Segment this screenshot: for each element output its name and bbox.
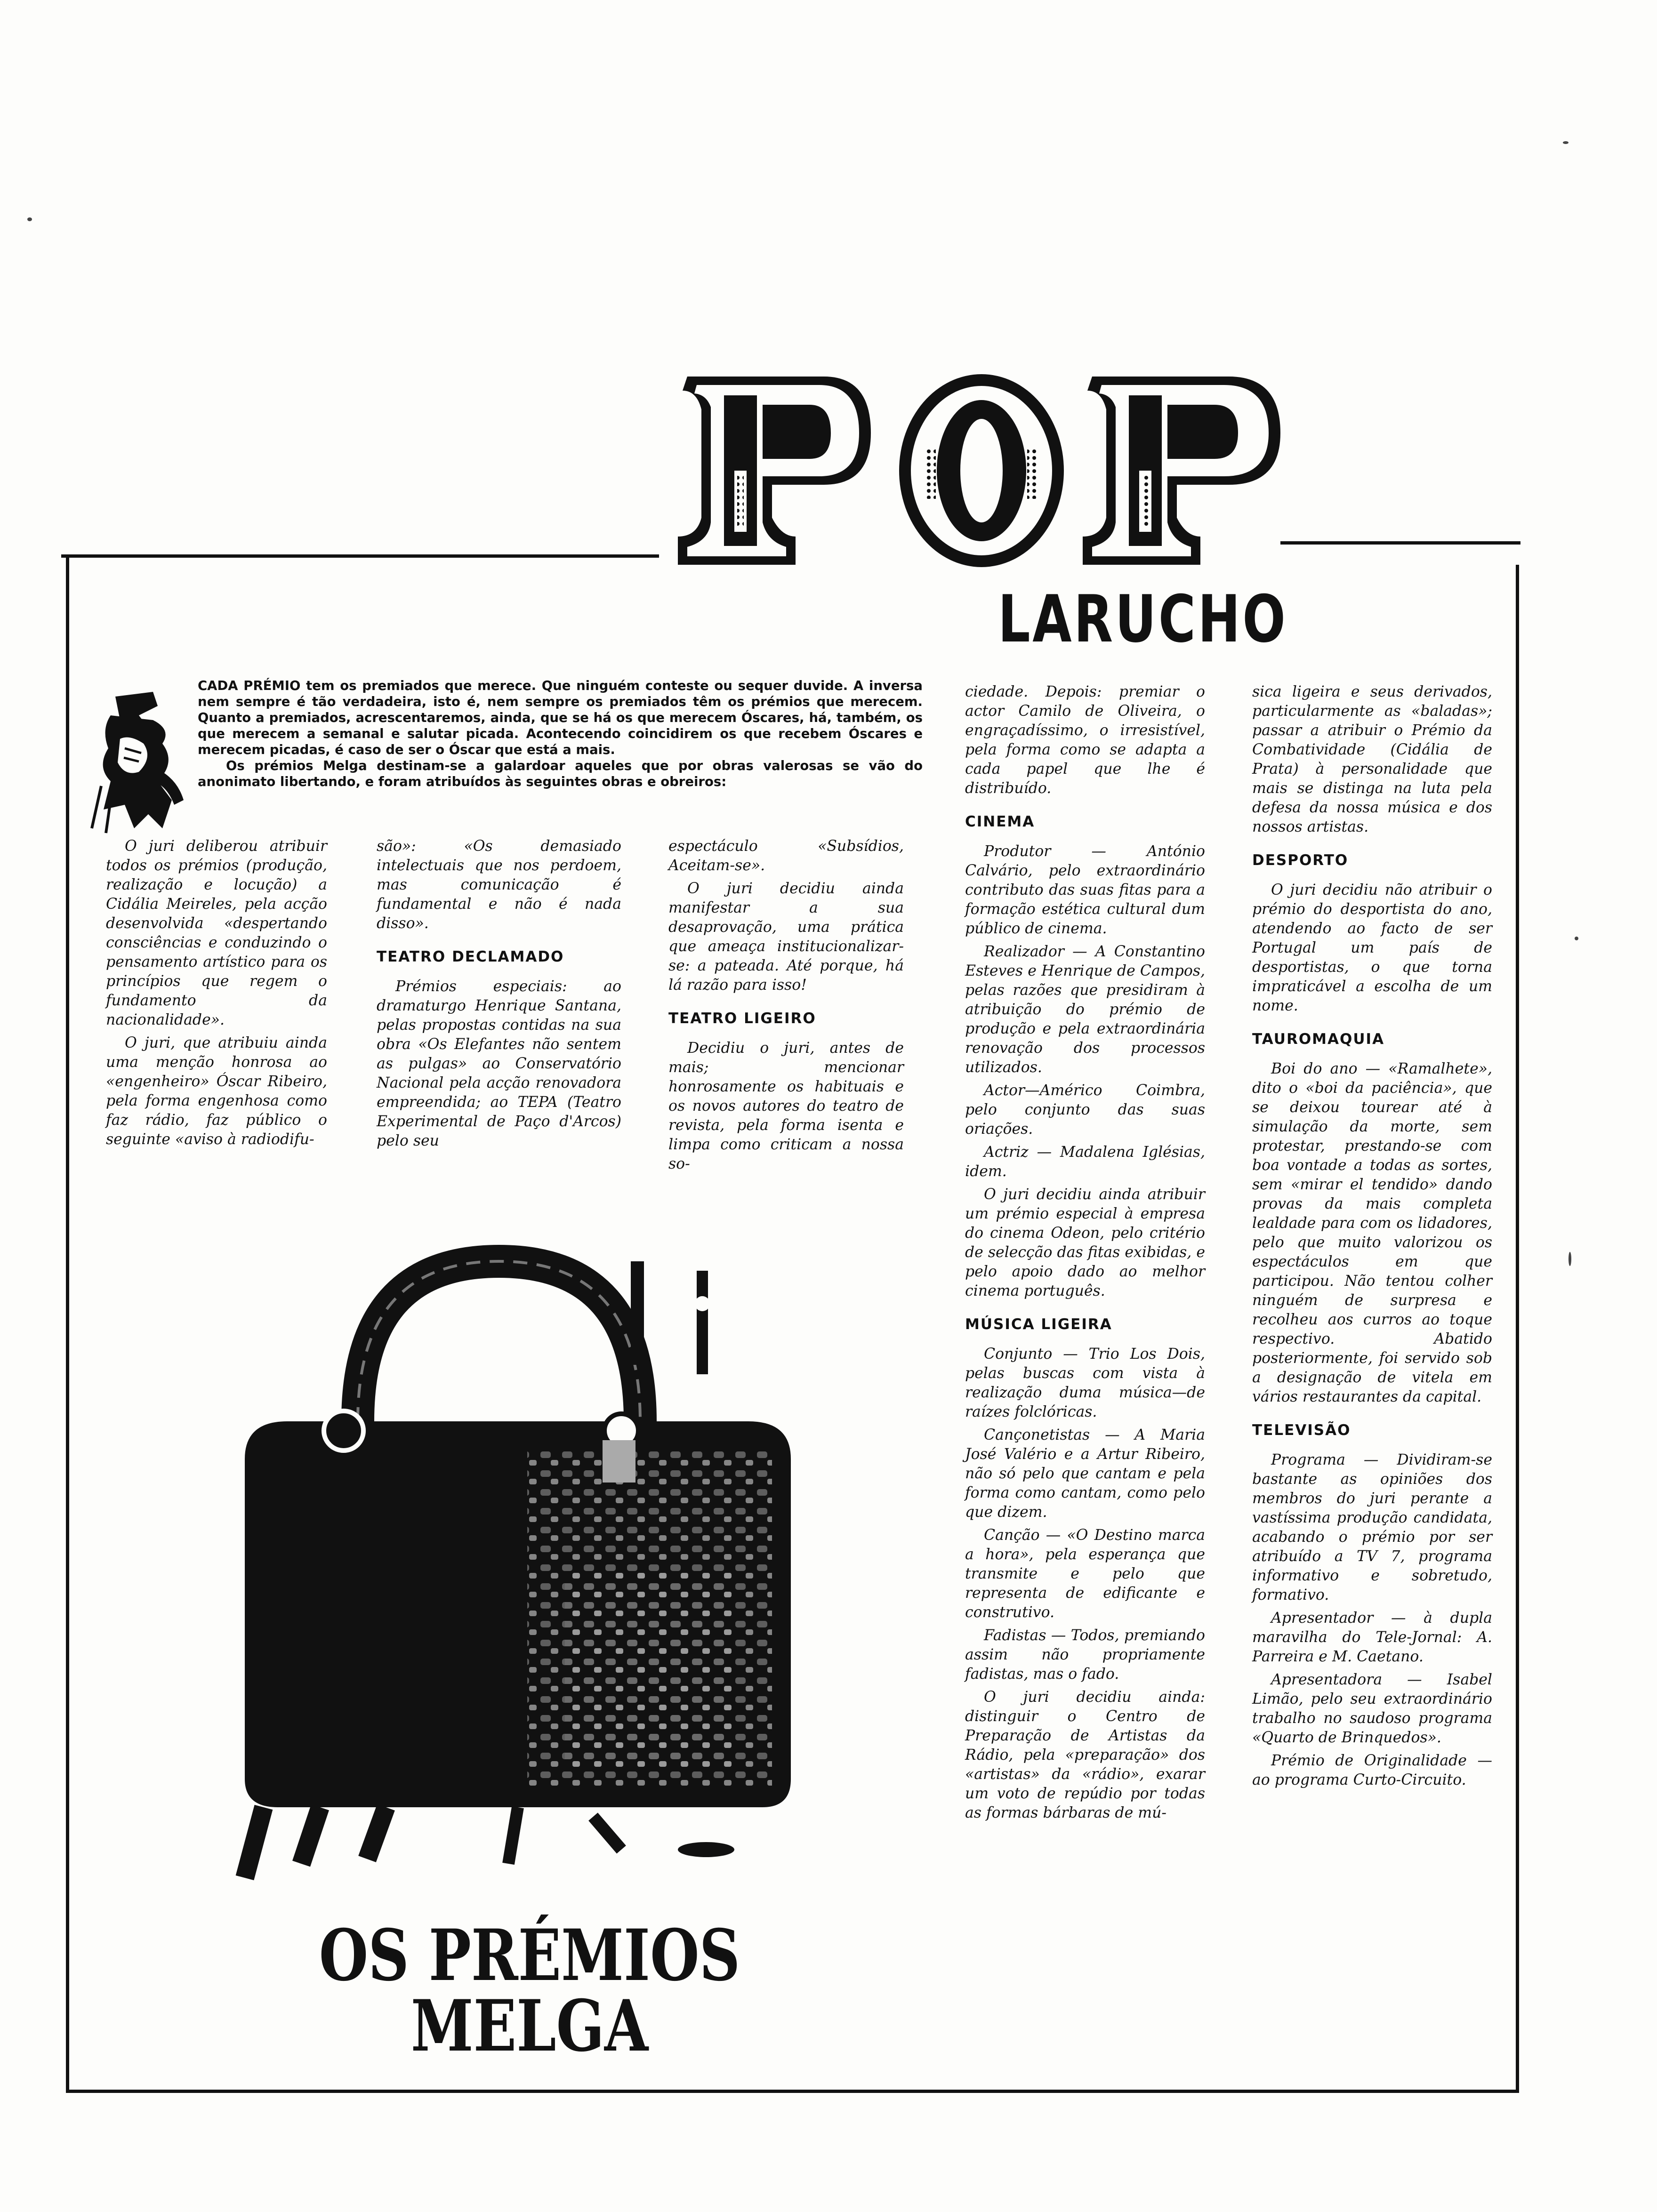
scan-speck xyxy=(1563,141,1569,144)
section-heading-teatro-declamado: TEATRO DECLAMADO xyxy=(377,948,564,965)
col4-paragraph: Realizador — A Constantino Esteves e Henrique de Campos, pelas razões que presidiram à atribuição do prémio de produção e pela extraordinária renovação dos processos utilizados. xyxy=(965,943,1205,1076)
byline: LARUCHO xyxy=(998,581,1288,657)
letter-p-left xyxy=(678,377,871,565)
col1-paragraph: O juri deliberou atribuir todos os prémios (produção, realização e locução) a Cidália Meireles, pela acção desenvolvida «despertando consciências e conduzindo o pensamento artístico para os princípios que regem o fundamento da nacionalidade». xyxy=(106,838,327,1028)
article-column-5 xyxy=(1252,682,1492,1794)
article-column-2 xyxy=(377,837,621,1154)
col5-paragraph: Apresentadora — Isabel Limão, pelo seu extraordinário trabalho no saudoso programa «Quarto de Brinquedos». xyxy=(1252,1671,1492,1746)
col5-paragraph: Apresentador — à dupla maravilha do Tele-Jornal: A. Parreira e M. Caetano. xyxy=(1252,1610,1492,1665)
letter-o-middle xyxy=(899,374,1064,567)
scan-speck xyxy=(1569,1252,1571,1266)
frame-right-rule xyxy=(1516,565,1519,2092)
col5-paragraph: Boi do ano — «Ramalhete», dito o «boi da paciência», que se deixou tourear até à simulação da morte, sem protestar, prestando-se com boa vontade a todas as sortes, sem «mirar el tendido» dando provas da mais completa lealdade para com os lidadores, pelo que muito valorizou os espectáculos em que participou. Não tentou colher ninguém de surpresa e recolheu aos curros ao toque respectivo. Abatido posteriormente, foi servido sob a designação de vitela em vários restaurantes da capital. xyxy=(1252,1060,1492,1405)
col4-paragraph: Actriz — Madalena Iglésias, idem. xyxy=(965,1144,1205,1180)
col5-paragraph: O juri decidiu não atribuir o prémio do desportista do ano, atendendo ao facto de ser Portugal um país de desportistas, o que torna impraticável a escolha de um nome. xyxy=(1252,882,1492,1014)
article-title xyxy=(264,1914,796,2068)
intro-text xyxy=(198,678,923,790)
section-heading-tauromaquia: TAUROMAQUIA xyxy=(1252,1031,1385,1048)
col5-paragraph: Prémio de Originalidade — ao programa Curto-Circuito. xyxy=(1252,1752,1492,1788)
col5-paragraph: Programa — Dividiram-se bastante as opiniões dos membros do juri perante a vastíssima produção candidata, acabando o prémio por ser atribuído a TV 7, programa informativo e sobretudo, formativo. xyxy=(1252,1451,1492,1603)
frame-bottom-rule xyxy=(66,2090,1519,2093)
col4-paragraph: Fadistas — Todos, premiando assim não propriamente fadistas, mas o fado. xyxy=(965,1627,1205,1683)
col4-paragraph: ciedade. Depois: premiar o actor Camilo de Oliveira, o engraçadíssimo, o irresistível, pela forma como se adapta a cada papel que lhe é distribuído. xyxy=(965,683,1205,797)
col2-paragraph: são»: «Os demasiado intelectuais que nos perdoem, mas comunicação é fundamental e não é nada disso». xyxy=(377,838,621,932)
col4-paragraph: Actor—Américo Coimbra, pelo conjunto das suas oriações. xyxy=(965,1082,1205,1138)
article-column-1 xyxy=(106,837,327,1153)
title-line-1: OS PRÉMIOS xyxy=(319,1914,740,1997)
col4-paragraph: O juri decidiu ainda: distinguir o Centro de Preparação de Artistas da Rádio, pela «preparação» dos «artistas» da «rádio», exarar um voto de repúdio por todas as formas bárbaras de mú- xyxy=(965,1689,1205,1821)
section-heading-musica-ligeira: MÚSICA LIGEIRA xyxy=(965,1316,1112,1333)
col3-paragraph: O juri decidiu ainda manifestar a sua desaprovação, uma prática que ameaça institucionalizar-se: a pateada. Até porque, há lá razão para isso! xyxy=(668,880,904,994)
col3-paragraph: Decidiu o juri, antes de mais; mencionar honrosamente os habituais e os novos autores do teatro de revista, pela forma isenta e limpa como criticam a nossa so- xyxy=(668,1040,904,1172)
article-column-3 xyxy=(668,837,904,1178)
scan-speck xyxy=(1575,937,1578,940)
cartoon-figure-illustration xyxy=(82,687,195,838)
intro-body: tem os premiados que merece. Que ninguém conteste ou sequer duvide. A inversa nem sempre é tão verdadeira, isto é, nem sempre os premiados têm os prémios que merecem. Quanto a premiados, acrescentaremos, ainda, que se há os que merecem Óscares, há, também, os que merecem a semanal e salutar picada. Acontecendo coincidirem os que recebem Óscares e merecem picadas, é caso de ser o Óscar que está a mais. xyxy=(198,678,923,757)
col4-paragraph: Cançonetistas — A Maria José Valério e a Artur Ribeiro, não só pelo que cantam e pela forma como cantam, como pelo que dizem. xyxy=(965,1427,1205,1521)
col3-paragraph: espectáculo «Subsídios, Aceitam-se». xyxy=(668,838,904,874)
col4-paragraph: O juri decidiu ainda atribuir um prémio especial à empresa do cinema Odeon, pelo critério de selecção das fitas exibidas, e pelo apoio dado ao melhor cinema português. xyxy=(965,1186,1205,1299)
intro-lead: CADA PRÉMIO xyxy=(198,678,301,693)
title-line-2: MELGA xyxy=(410,1985,649,2068)
section-heading-desporto: DESPORTO xyxy=(1252,852,1349,869)
article-column-4 xyxy=(965,682,1205,1827)
col1-paragraph: O juri, que atribuiu ainda uma menção honrosa ao «engenheiro» Óscar Ribeiro, pela forma engenhosa como faz rádio, faz público o seguinte «aviso à radiodifu- xyxy=(106,1034,327,1148)
scan-speck xyxy=(27,217,32,221)
frame-top-right-rule xyxy=(1280,541,1520,545)
col4-paragraph: Conjunto — Trio Los Dois, pelas buscas com vista à realização duma música—de raízes folclóricas. xyxy=(965,1346,1205,1420)
section-heading-cinema: CINEMA xyxy=(965,813,1035,830)
intro-paragraph-1 xyxy=(198,678,923,758)
intro-paragraph-2: Os prémios Melga destinam-se a galardoar aqueles que por obras valerosas se vão do anonimato libertando, e foram atribuídos às seguintes obras e obreiros: xyxy=(198,758,923,789)
col5-paragraph: sica ligeira e seus derivados, particularmente as «baladas»; passar a atribuir o Prémio da Combatividade (Cidália de Prata) à personalidade que mais se distinga na luta pela defesa da nossa música e dos nossos artistas. xyxy=(1252,683,1492,835)
handbag-illustration xyxy=(235,1242,805,1930)
letter-p-right xyxy=(1083,377,1280,565)
pop-lettering-graphic xyxy=(668,362,1295,584)
frame-left-rule xyxy=(66,558,69,2092)
col4-paragraph: Canção — «O Destino marca a hora», pela esperança que transmite e pelo que representa de edificante e construtivo. xyxy=(965,1527,1205,1621)
col4-paragraph: Produtor — António Calvário, pelo extraordinário contributo das suas fitas para a formação estética cultural dum público de cinema. xyxy=(965,843,1205,937)
section-heading-televisao: TELEVISÃO xyxy=(1252,1422,1351,1439)
col2-paragraph: Prémios especiais: ao dramaturgo Henrique Santana, pelas propostas contidas na sua obra «Os Elefantes não sentem as pulgas» ao Conservatório Nacional pela acção renovadora empreendida; ao TEPA (Teatro Experimental de Paço d'Arcos) pelo seu xyxy=(377,978,621,1149)
section-heading-teatro-ligeiro: TEATRO LIGEIRO xyxy=(668,1010,816,1027)
pop-banner xyxy=(668,362,1295,584)
frame-top-left-rule xyxy=(61,554,659,558)
